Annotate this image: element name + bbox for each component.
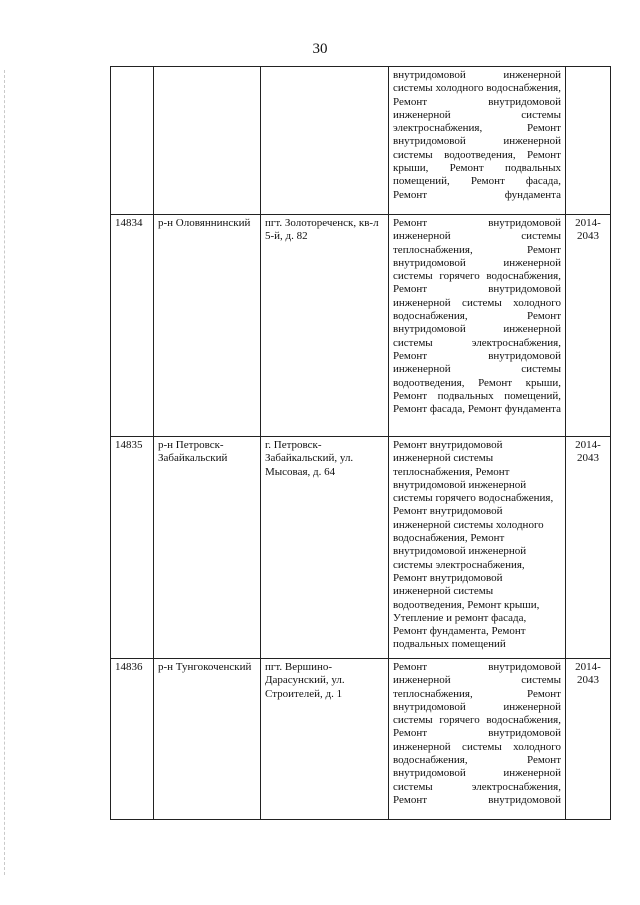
period-cell: 2014-2043 [566,659,611,820]
period-cell [566,67,611,215]
id-cell: 14834 [111,215,154,437]
district-cell: р-н Оловяннинский [154,215,261,437]
period-cell: 2014-2043 [566,437,611,659]
district-cell: р-н Тунгокоченский [154,659,261,820]
table-row [111,659,611,820]
id-cell: 14836 [111,659,154,820]
registry-table [110,66,611,820]
district-cell [154,67,261,215]
id-cell [111,67,154,215]
table-row [111,215,611,437]
address-cell: пгт. Вершино-Дарасунский, ул. Строителей, д. 1 [261,659,389,820]
works-cell: Ремонт внутридомовой инженерной системы теплоснабжения, Ремонт внутридомовой инженерной системы горячего водоснабжения, Ремонт внутридомовой инженерной системы холодного водоснабжения, Ремонт внутридомовой инженерной системы электроснабжения, Ремонт внутридомовой инженерной системы водоотведения, Ремонт крыши, Утепление и ремонт фасада, Ремонт фундамента, Ремонт подвальных помещений [389,437,566,659]
address-cell: пгт. Золотореченск, кв-л 5-й, д. 82 [261,215,389,437]
address-cell [261,67,389,215]
id-cell: 14835 [111,437,154,659]
district-cell: р-н Петровск-Забайкальский [154,437,261,659]
works-cell: Ремонт внутридомовой инженерной системы теплоснабжения, Ремонт внутридомовой инженерной системы горячего водоснабжения, Ремонт внутридомовой инженерной системы холодного водоснабжения, Ремонт внутридомовой инженерной системы электроснабжения, Ремонт внутридомовой инженерной системы водоотведения, Ремонт крыши, Ремонт подвальных помещений, Ремонт фасада, Ремонт фундамента [389,215,566,437]
address-cell: г. Петровск-Забайкальский, ул. Мысовая, д. 64 [261,437,389,659]
period-cell: 2014-2043 [566,215,611,437]
table-row [111,437,611,659]
scan-edge-marks [4,70,5,875]
page-number: 30 [312,41,328,57]
table-row-continued [111,67,611,215]
works-cell: Ремонт внутридомовой инженерной системы теплоснабжения, Ремонт внутридомовой инженерной системы горячего водоснабжения, Ремонт внутридомовой инженерной системы холодного водоснабжения, Ремонт внутридомовой инженерной системы электроснабжения, Ремонт внутридомовой [389,659,566,820]
works-cell: внутридомовой инженерной системы холодного водоснабжения, Ремонт внутридомовой инженерной системы электроснабжения, Ремонт внутридомовой инженерной системы водоотведения, Ремонт крыши, Ремонт подвальных помещений, Ремонт фасада, Ремонт фундамента [389,67,566,215]
